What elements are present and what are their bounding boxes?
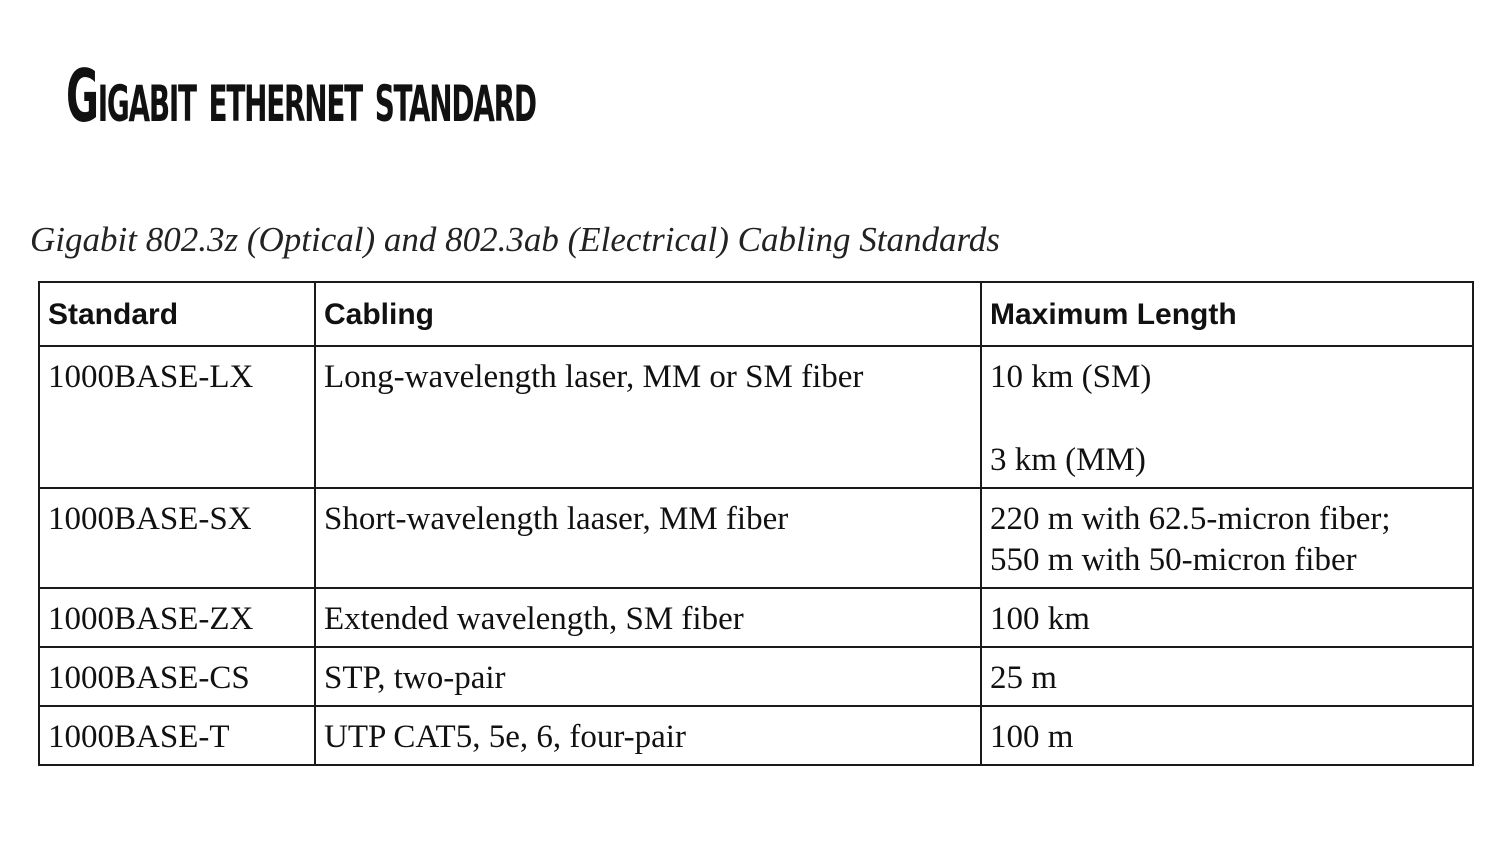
cell-maximum-length — [981, 346, 1473, 488]
cell-cabling: Extended wavelength, SM fiber — [315, 588, 981, 647]
table-header-row — [39, 282, 1473, 346]
table-caption: Gigabit 802.3z (Optical) and 802.3ab (Electrical) Cabling Standards — [30, 220, 1000, 259]
cell-standard: 1000BASE-T — [39, 706, 315, 765]
cell-cabling: Long-wavelength laser, MM or SM fiber — [315, 346, 981, 488]
cell-cabling: STP, two-pair — [315, 647, 981, 706]
table-row — [39, 588, 1473, 647]
length-line: 100 km — [990, 601, 1090, 637]
cell-maximum-length — [981, 706, 1473, 765]
cell-maximum-length — [981, 488, 1473, 588]
table-row — [39, 488, 1473, 588]
header-cabling: Cabling — [315, 282, 981, 346]
cell-maximum-length — [981, 647, 1473, 706]
table-row — [39, 346, 1473, 488]
length-line: 10 km (SM) — [990, 359, 1152, 395]
cell-standard: 1000BASE-LX — [39, 346, 315, 488]
cell-cabling: UTP CAT5, 5e, 6, four-pair — [315, 706, 981, 765]
length-line: 25 m — [990, 660, 1057, 696]
length-line: 550 m with 50-micron fiber — [990, 542, 1357, 578]
cabling-standards-table — [38, 281, 1474, 766]
table-row — [39, 706, 1473, 765]
header-maximum-length: Maximum Length — [981, 282, 1473, 346]
length-line: 100 m — [990, 719, 1074, 755]
table-row — [39, 647, 1473, 706]
length-line: 3 km (MM) — [990, 442, 1146, 478]
cell-standard: 1000BASE-SX — [39, 488, 315, 588]
cell-cabling: Short-wavelength laaser, MM fiber — [315, 488, 981, 588]
slide-title: Gigabit ethernet standard — [66, 54, 536, 138]
length-line: 220 m with 62.5-micron fiber; — [990, 501, 1391, 537]
header-standard: Standard — [39, 282, 315, 346]
cell-maximum-length — [981, 588, 1473, 647]
cell-standard: 1000BASE-ZX — [39, 588, 315, 647]
cell-standard: 1000BASE-CS — [39, 647, 315, 706]
